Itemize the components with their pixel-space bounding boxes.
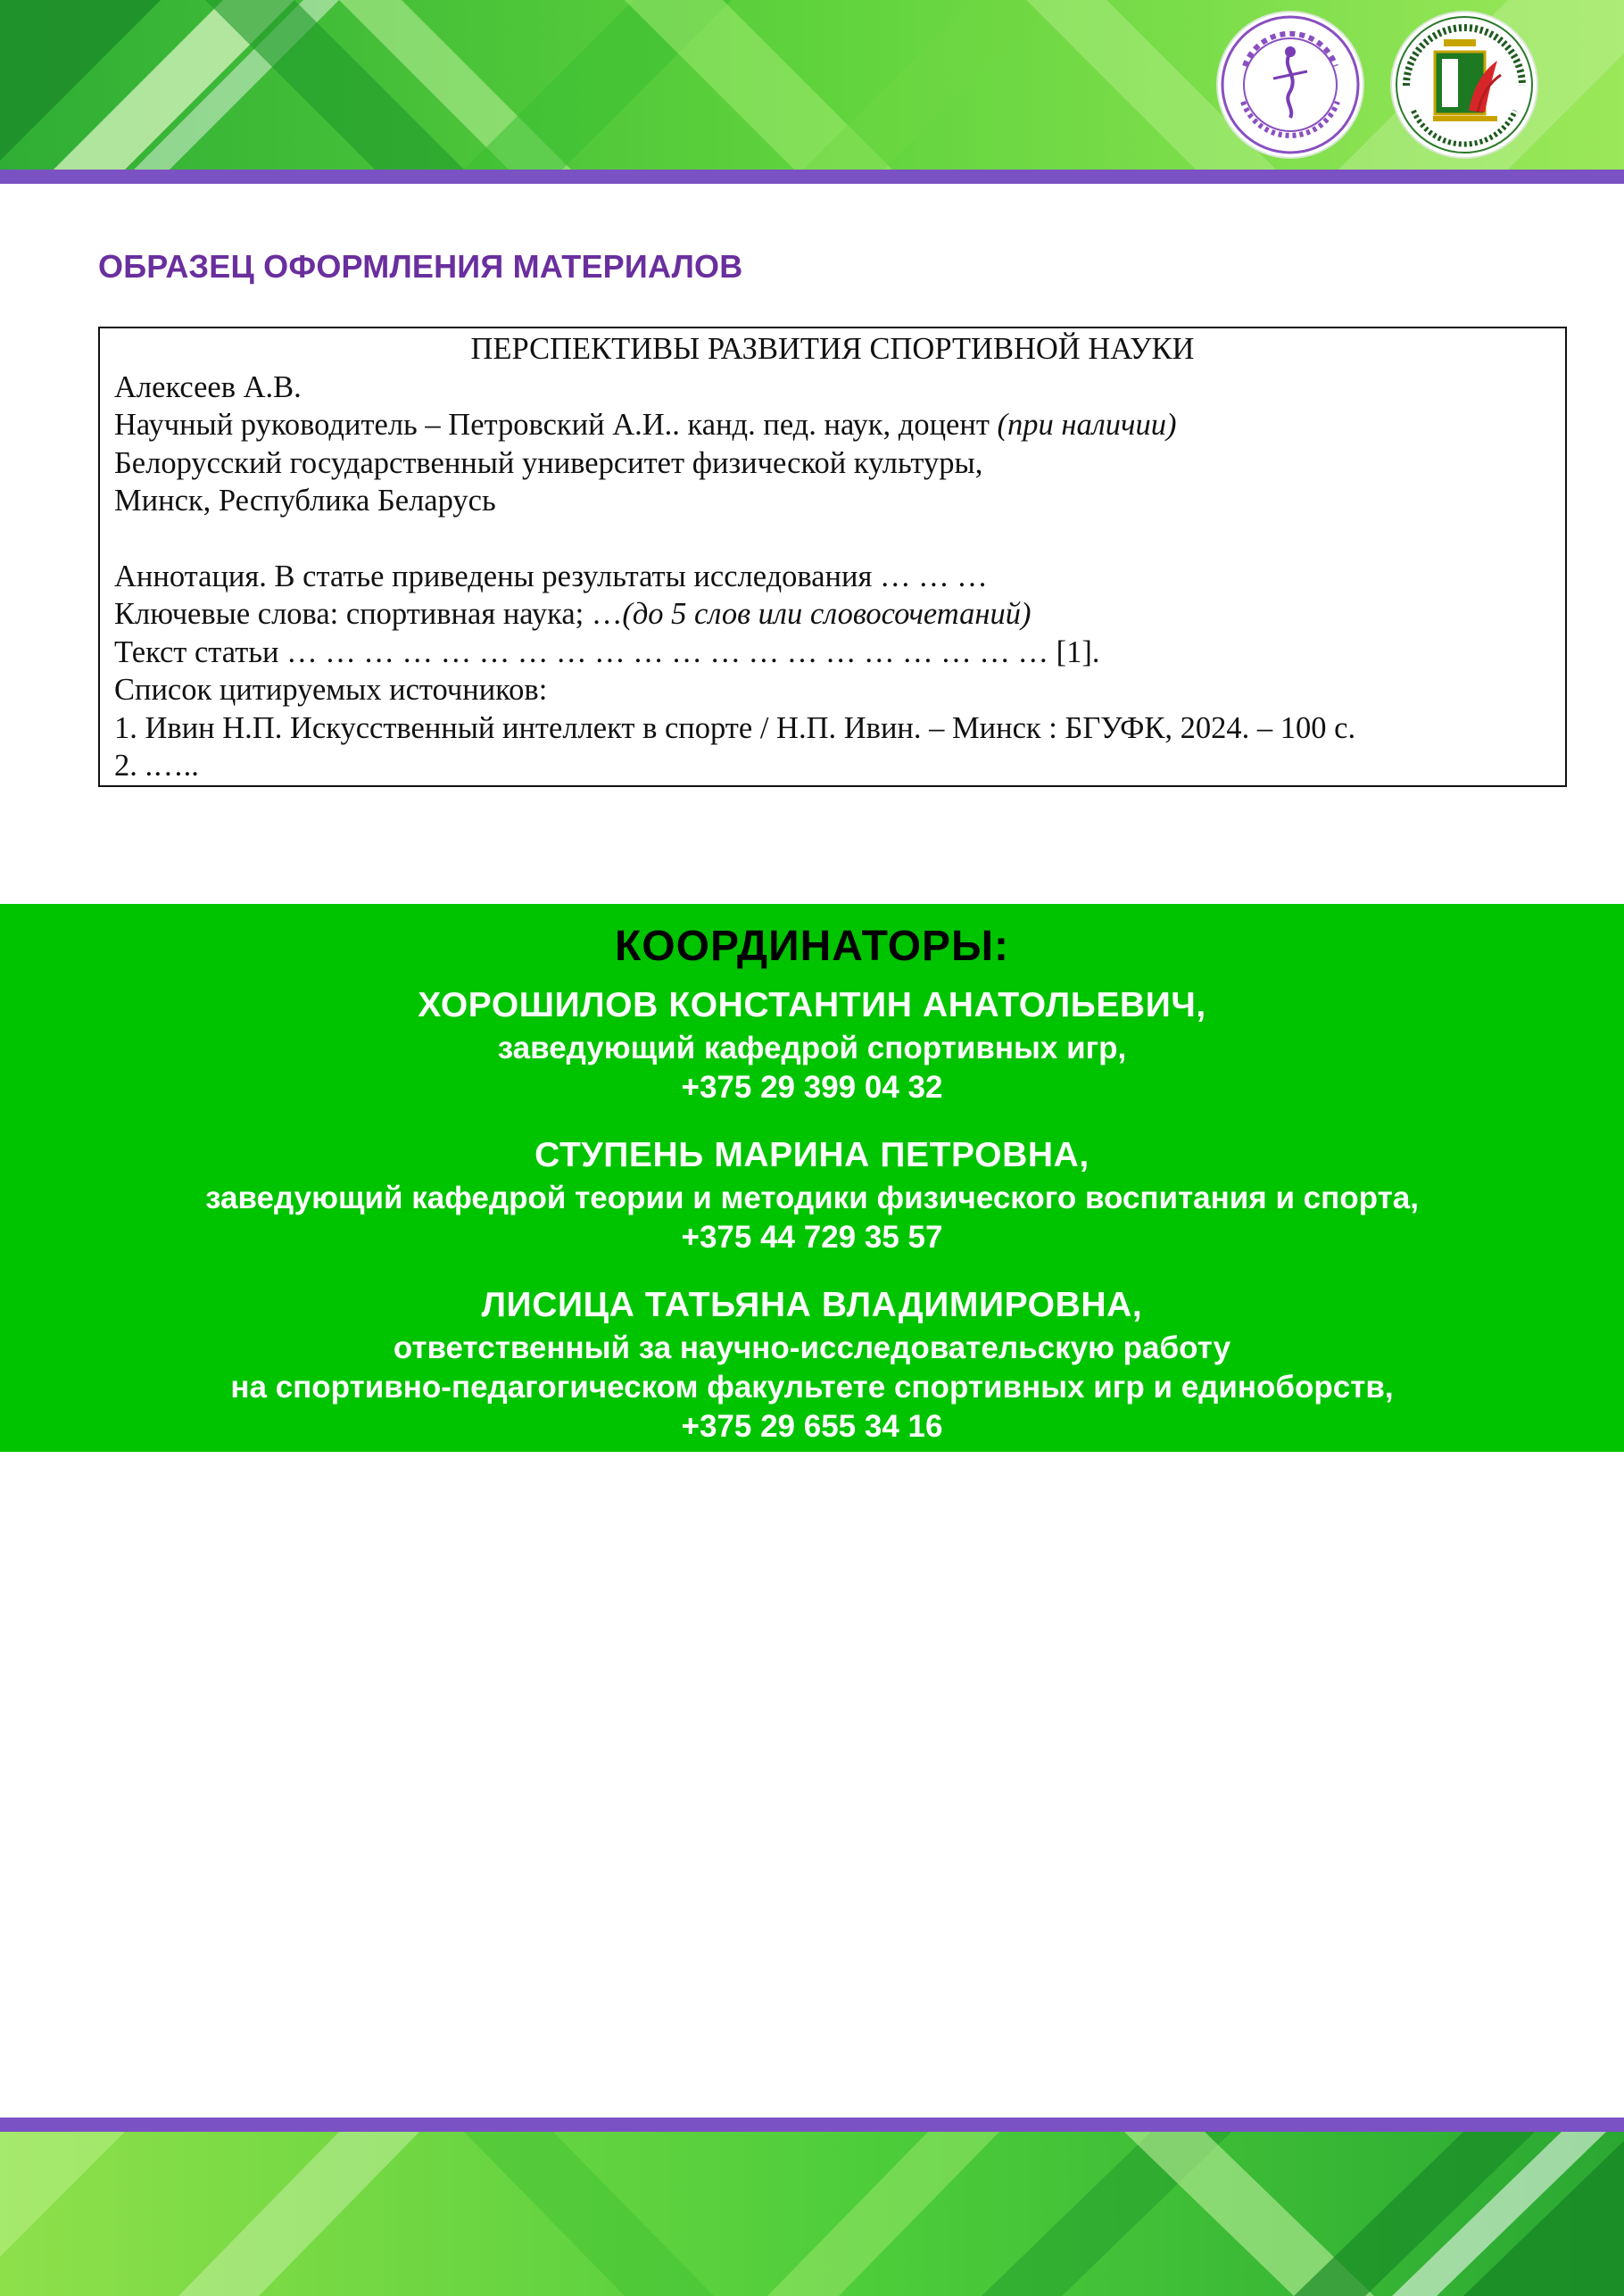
bottom-purple-bar: [0, 2118, 1624, 2132]
sample-annotation: Аннотация. В статье приведены результаты исследования … … …: [114, 559, 988, 593]
spf-logo: [1218, 12, 1363, 157]
coordinators-heading: КООРДИНАТОРЫ:: [614, 923, 1010, 970]
sample-source-2: 2. .…..: [114, 749, 199, 783]
supervisor-text: Научный руководитель – Петровский А.И.. канд. пед. наук, доцент: [114, 408, 998, 442]
coordinator-phone: +375 29 655 34 16: [681, 1409, 943, 1444]
sample-supervisor: [114, 406, 1551, 444]
coordinators-section: [0, 904, 1624, 1452]
bottom-banner: [0, 2132, 1624, 2296]
coordinator-1: [0, 982, 1624, 1107]
sample-keywords: [114, 595, 1551, 634]
top-purple-bar: [0, 170, 1624, 184]
supervisor-note: (при наличии): [997, 408, 1177, 442]
coordinator-3: [0, 1282, 1624, 1446]
keywords-text: Ключевые слова: спортивная наука; …: [114, 597, 623, 631]
sample-sources-heading: Список цитируемых источников:: [114, 673, 548, 707]
sample-city: Минск, Республика Беларусь: [114, 484, 496, 518]
sample-author: Алексеев А.В.: [114, 369, 302, 404]
sample-text: Текст статьи … … … … … … … … … … … … … … … … … … … … [1].: [114, 634, 1100, 669]
sports-faculty-emblem-icon: [1218, 12, 1363, 157]
bguf-logo: [1392, 12, 1537, 157]
coordinator-phone: +375 44 729 35 57: [681, 1220, 943, 1255]
sample-box: [98, 327, 1567, 787]
coordinator-role: заведующий кафедрой теории и методики физического воспитания и спорта,: [205, 1181, 1419, 1215]
sample-source-1: 1. Ивин Н.П. Искусственный интеллект в спорте / Н.П. Ивин. – Минск : БГУФК, 2024. – 100 с.: [114, 710, 1356, 745]
sample-heading: ОБРАЗЕЦ ОФОРМЛЕНИЯ МАТЕРИАЛОВ: [98, 248, 743, 285]
coordinator-name: ХОРОШИЛОВ КОНСТАНТИН АНАТОЛЬЕВИЧ,: [418, 986, 1206, 1024]
university-emblem-icon: [1392, 12, 1537, 157]
coordinator-phone: +375 29 399 04 32: [681, 1070, 943, 1105]
bottom-banner-graphic: [0, 2132, 1624, 2296]
sample-university: Белорусский государственный университет физической культуры,: [114, 445, 983, 480]
sample-spacer: [114, 520, 1551, 558]
keywords-note: (до 5 слов или словосочетаний): [622, 597, 1032, 631]
top-banner: [0, 0, 1624, 170]
sample-title: ПЕРСПЕКТИВЫ РАЗВИТИЯ СПОРТИВНОЙ НАУКИ: [470, 332, 1195, 366]
top-banner-graphic: [0, 0, 1624, 170]
coordinator-role: заведующий кафедрой спортивных игр,: [497, 1031, 1127, 1065]
coordinator-2: [0, 1132, 1624, 1257]
coordinator-role: ответственный за научно-исследовательскую работу: [393, 1330, 1231, 1365]
coordinator-name: СТУПЕНЬ МАРИНА ПЕТРОВНА,: [534, 1136, 1090, 1174]
coordinator-role-line-2: на спортивно-педагогическом факультете спортивных игр и единоборств,: [230, 1370, 1394, 1405]
coordinator-name: ЛИСИЦА ТАТЬЯНА ВЛАДИМИРОВНА,: [481, 1286, 1143, 1324]
